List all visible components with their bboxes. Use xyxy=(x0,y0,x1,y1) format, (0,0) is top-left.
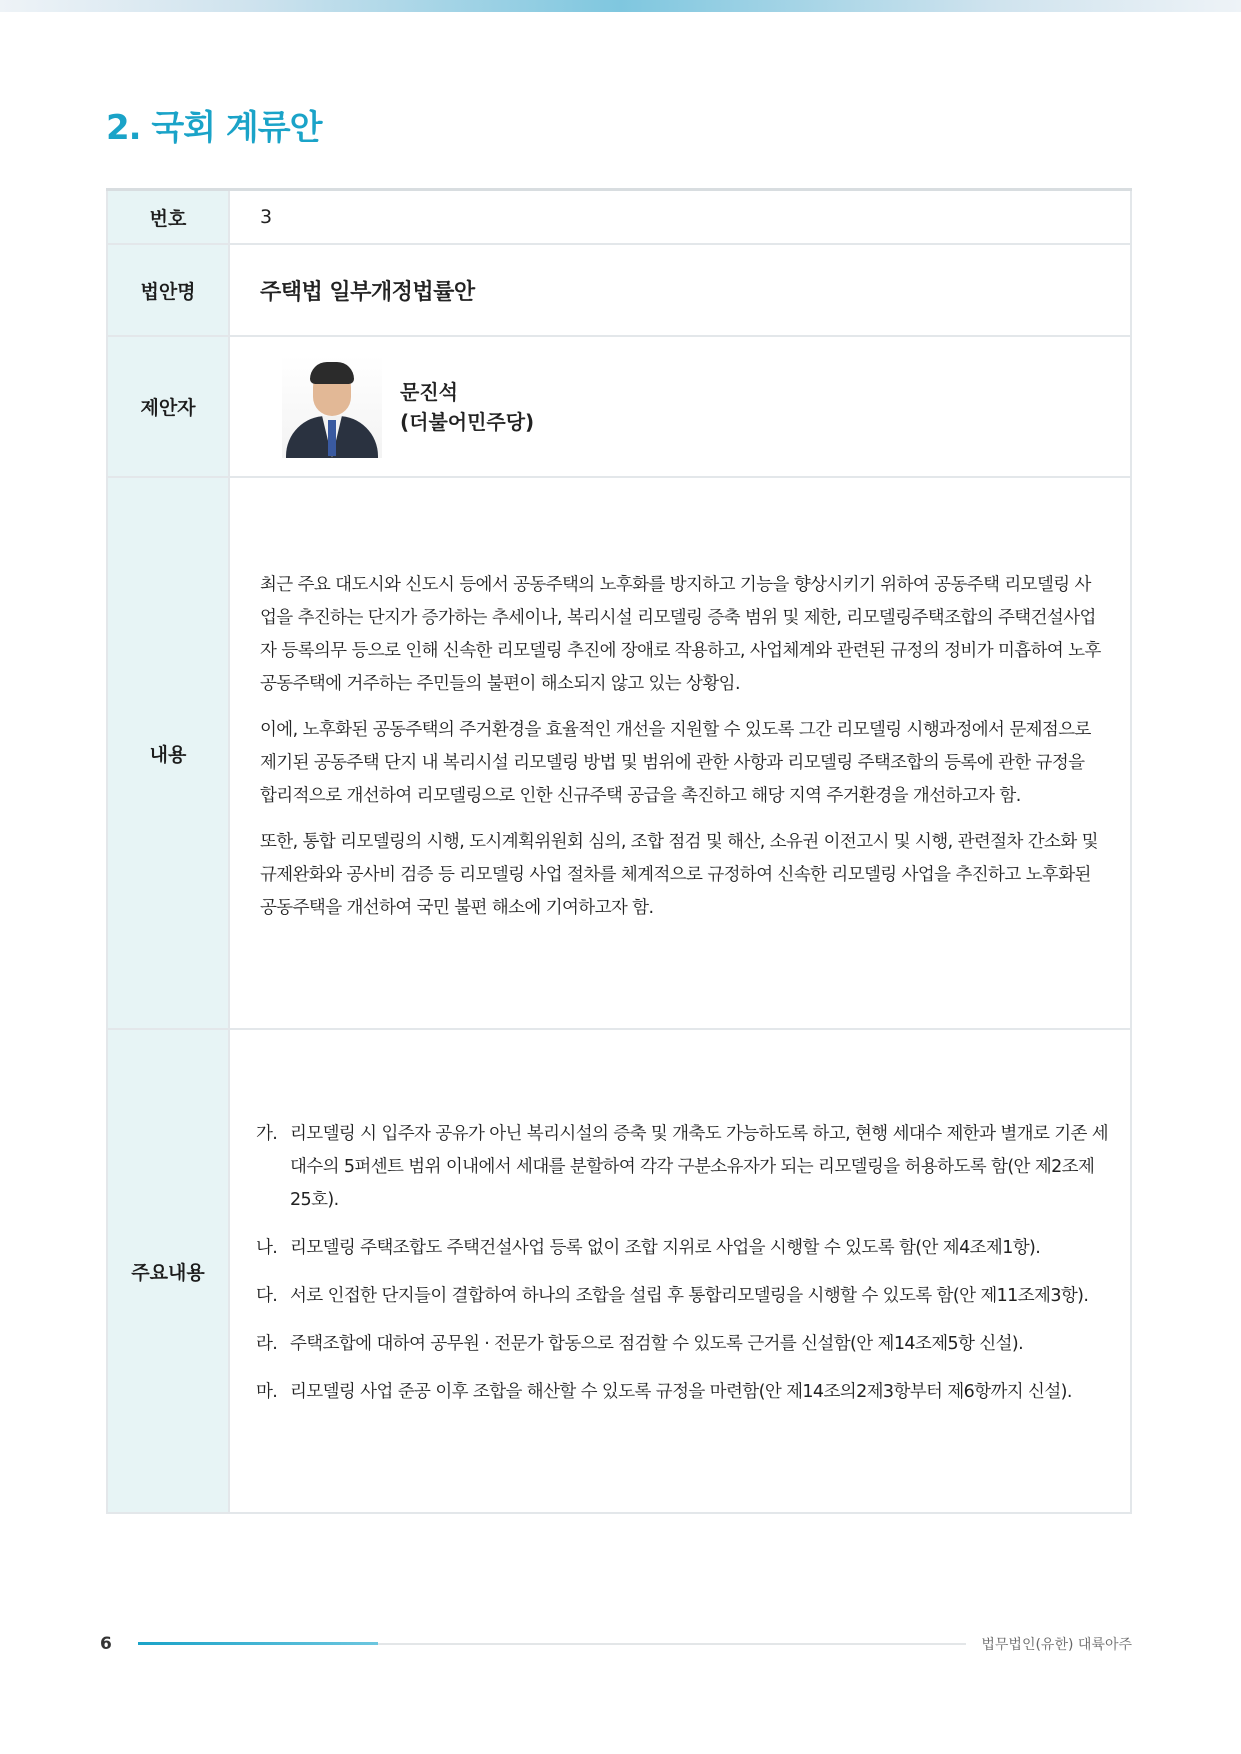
item-marker: 마. xyxy=(256,1382,278,1402)
row-number xyxy=(107,190,1131,245)
label-main-content: 주요내용 xyxy=(107,1029,229,1513)
main-items-list xyxy=(256,1118,1129,1409)
proposer-photo xyxy=(282,356,382,458)
content-paragraph: 최근 주요 대도시와 신도시 등에서 공동주택의 노후화를 방지하고 기능을 향상시키기 위하여 공동주택 리모델링 사업을 추진하는 단지가 증가하는 추세이나, 복리시설 리모델링 증축 범위 및 제한, 리모델링주택조합의 주택건설사업자 등록의무 등으로 인해 신속한 리모델링 추진에 장애로 작용하고, 사업체계와 관련된 규정의 정비가 미흡하여 노후 공동주택에 거주하는 주민들의 불편이 해소되지 않고 있는 상황임. xyxy=(260,574,1101,694)
row-content xyxy=(107,477,1131,1029)
list-item xyxy=(256,1328,1109,1361)
proposer-name: 문진석 xyxy=(400,379,458,404)
row-bill-name xyxy=(107,244,1131,336)
list-item xyxy=(256,1118,1109,1217)
item-text: 리모델링 사업 준공 이후 조합을 해산할 수 있도록 규정을 마련함(안 제14조의2제3항부터 제6항까지 신설). xyxy=(290,1382,1072,1402)
proposer-text xyxy=(400,377,534,437)
content-paragraph: 이에, 노후화된 공동주택의 주거환경을 효율적인 개선을 지원할 수 있도록 그간 리모델링 시행과정에서 문제점으로 제기된 공동주택 단지 내 복리시설 리모델링 방법 및 범위에 관한 사항과 리모델링 주택조합의 등록에 관한 규정을 합리적으로 개선하여 리모델링으로 인한 신규주택 공급을 촉진하고 해당 지역 주거환경을 개선하고자 함. xyxy=(260,719,1091,806)
proposer-party: (더불어민주당) xyxy=(400,409,535,434)
proposer xyxy=(260,356,1129,458)
label-bill-name: 법안명 xyxy=(107,244,229,336)
item-text: 리모델링 시 입주자 공유가 아닌 복리시설의 증축 및 개축도 가능하도록 하고, 현행 세대수 제한과 별개로 기존 세대수의 5퍼센트 범위 이내에서 세대를 분할하여 각각 구분소유자가 되는 리모델링을 허용하도록 함(안 제2조제25호). xyxy=(290,1124,1109,1210)
main-content-cell xyxy=(229,1029,1131,1513)
item-marker: 라. xyxy=(256,1334,278,1354)
label-number: 번호 xyxy=(107,190,229,245)
item-marker: 나. xyxy=(256,1238,278,1258)
list-item xyxy=(256,1376,1109,1409)
item-marker: 가. xyxy=(256,1124,278,1144)
top-gradient-bar xyxy=(0,0,1241,12)
row-main-content xyxy=(107,1029,1131,1513)
row-proposer xyxy=(107,336,1131,477)
content-paragraph: 또한, 통합 리모델링의 시행, 도시계획위원회 심의, 조합 점검 및 해산, 소유권 이전고시 및 시행, 관련절차 간소화 및 규제완화와 공사비 검증 등 리모델링 사업 절차를 체계적으로 규정하여 신속한 리모델링 사업을 추진하고 노후화된 공동주택을 개선하여 국민 불편 해소에 기여하고자 함. xyxy=(260,831,1098,918)
list-item xyxy=(256,1280,1109,1313)
list-item xyxy=(256,1232,1109,1265)
footer-divider-accent xyxy=(138,1642,378,1645)
page-number: 6 xyxy=(100,1634,112,1654)
content-cell xyxy=(229,477,1131,1029)
item-text: 리모델링 주택조합도 주택건설사업 등록 없이 조합 지위로 사업을 시행할 수 있도록 함(안 제4조제1항). xyxy=(290,1238,1041,1258)
proposer-cell xyxy=(229,336,1131,477)
label-proposer: 제안자 xyxy=(107,336,229,477)
bill-name: 주택법 일부개정법률안 xyxy=(229,244,1131,336)
bill-info-table xyxy=(106,188,1132,1514)
section-title: 2. 국회 계류안 xyxy=(106,108,322,148)
label-content: 내용 xyxy=(107,477,229,1029)
item-marker: 다. xyxy=(256,1286,278,1306)
footer-firm-name: 법무법인(유한) 대륙아주 xyxy=(981,1637,1132,1653)
item-text: 주택조합에 대하여 공무원 · 전문가 합동으로 점검할 수 있도록 근거를 신설함(안 제14조제5항 신설). xyxy=(290,1334,1024,1354)
bill-number: 3 xyxy=(229,190,1131,245)
item-text: 서로 인접한 단지들이 결합하여 하나의 조합을 설립 후 통합리모델링을 시행할 수 있도록 함(안 제11조제3항). xyxy=(290,1286,1089,1306)
